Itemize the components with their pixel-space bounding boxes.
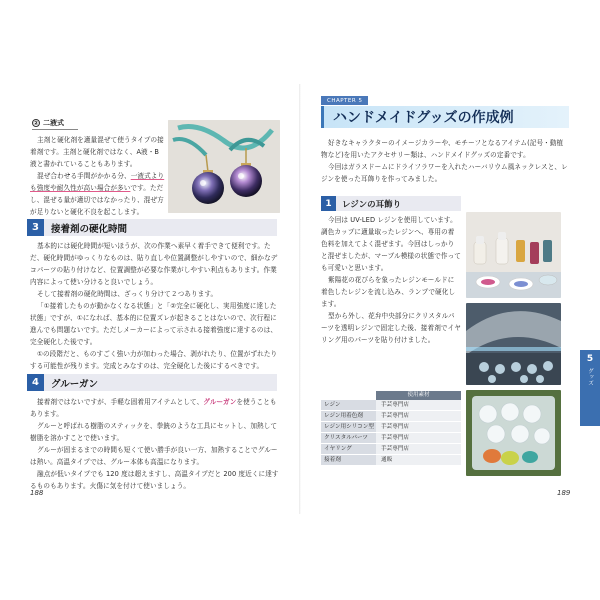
resin-coloring-photo: [466, 212, 561, 298]
page-gutter: [299, 84, 301, 514]
two-part-rest: です。ただし、混ぜる量が適切ではなかったり、混ぜ方が足りないと硬化不良を起こします。: [30, 184, 164, 216]
left-page-number: 188: [30, 489, 44, 497]
two-part-line-4: [30, 170, 165, 182]
section-1-number: 1: [321, 196, 336, 211]
two-part-line-5: [30, 182, 165, 218]
section-3-title: 接着剤の硬化時間: [51, 223, 128, 235]
subhead-label: 二液式: [43, 119, 64, 127]
section-4-title: グルーガン: [51, 378, 99, 390]
section-4-para-3: グルーが固まるまでの時間も短くて使い勝手が良い一方、加熱することでグルーは熱い。高温タイプでは、グルー本体も高温になります。: [30, 446, 278, 466]
material-source: 手芸専門店: [376, 400, 461, 410]
resin-earrings-photo: [466, 390, 561, 476]
highlight-strength-b: も強度や耐久性が高い場合が多い: [30, 184, 131, 192]
section-4-para-2: グルーと呼ばれる樹脂のスティックを、拳銃のような工具にセットし、加熱して樹脂を溶かすことで使います。: [30, 422, 278, 442]
two-part-line-4-text: 混ぜ合わせる手間がかかる分、: [37, 172, 131, 180]
material-name: レジン: [321, 400, 376, 410]
intro-para-2: 今回はガラスドームにドライフラワーを入れたハーバリウム風ネックレスと、レジンを使った耳飾りを作ってみました。: [321, 163, 568, 183]
necklace-photo: [168, 120, 280, 213]
section-3-para-3: 「①接着したものが動かなくなる状態」と「②完全に硬化し、実用強度に達した状態」ですが、①になれば、基本的に位置ズレが起きることはないので、次行程に進んでも問題ないです。ただしメーカーによって示される接着強度に達するのは、完全硬化した後です。: [30, 302, 278, 346]
section-1-para-1: 今回は UV-LED レジンを使用しています。調色カップに適量取ったレジンへ、専用の着色料を加えてよく混ぜます。今回はしっかりと混ぜましたが、マーブル模様の状態で作っても可愛いと思います。: [321, 216, 461, 272]
section-4-para-4: 融点が低いタイプでも 120 度は超えますし、高温タイプだと 200 度近くに達するものもあります。火傷に気を付けて使いましょう。: [30, 470, 279, 490]
section-4-heading: [27, 374, 277, 391]
section-3-para-4: ①の段階だと、ものすごく強い力が加わった場合、剥がれたり、位置がずれたりする可能性が残ります。完成とみなすのは、完全硬化した後にするべきです。: [30, 350, 278, 370]
table-row: [321, 433, 461, 444]
chapter-intro: [321, 137, 569, 185]
right-page-number: 189: [557, 489, 571, 497]
table-row: [321, 411, 461, 422]
chapter-side-tab: [580, 350, 600, 426]
table-row: [321, 444, 461, 455]
uv-lamp-photo: [466, 303, 561, 385]
subhead-two-part: [32, 118, 78, 130]
section-3-heading: [27, 219, 277, 236]
material-name: クリスタルパーツ: [321, 433, 376, 443]
materials-table: [321, 391, 461, 466]
material-source: 手芸専門店: [376, 422, 461, 432]
side-tab-label: グッズ: [587, 368, 593, 386]
section-3-para-1: 基本的には硬化時間が短いほうが、次の作業へ素早く着手できて便利です。ただ、硬化時間がゆっくりなものは、貼り直しや位置調整がしやすいので、細かなデコパーツの貼り付けなど、位置調整が必要な作業がしやすい利点もあります。作業内容によって使い分けると良いでしょう。: [30, 242, 278, 286]
table-row: [321, 455, 461, 466]
material-source: 手芸専門店: [376, 433, 461, 443]
chapter-tag: CHAPTER 5: [321, 96, 368, 105]
highlight-strength-a: 一液式より: [130, 172, 165, 180]
materials-header: 使用素材: [376, 391, 461, 400]
section-1-title: レジンの耳飾り: [342, 199, 402, 210]
glue-gun-accent: グルーガン: [203, 398, 237, 406]
table-row: [321, 400, 461, 411]
section-4-body: [30, 396, 280, 492]
material-name: レジン用着色剤: [321, 411, 376, 421]
subhead-number: ②: [33, 119, 39, 127]
two-part-line-3: 液と書かれていることもあります。: [30, 160, 137, 168]
section-4-number: 4: [27, 374, 44, 391]
material-source: 手芸専門店: [376, 411, 461, 421]
section-4-para-1-pre: 接着剤ではないですが、手軽な固着用アイテムとして、: [37, 398, 204, 406]
section-3-number: 3: [27, 219, 44, 236]
section-1-body: [321, 214, 461, 346]
material-source: 通販: [376, 455, 461, 465]
material-name: 接着剤: [321, 455, 376, 465]
material-source: 手芸専門店: [376, 444, 461, 454]
two-part-section: [30, 118, 165, 218]
section-1-para-3: 型から外し、花弁中央部分にクリスタルパーツを透明レジンで固定した後、接着剤でイヤリング用のパーツを貼り付けました。: [321, 312, 461, 344]
section-1-heading: [321, 196, 461, 211]
section-4-para-1: [30, 396, 280, 420]
two-part-line-2: 着剤です。主剤と硬化剤ではなく、A液・B: [30, 148, 160, 156]
section-1-para-2: 紫陽花の花びらを象ったレジンモールドに着色したレジンを流し込み、ランプで硬化します。: [321, 276, 456, 308]
intro-para-1: 好きなキャラクターのイメージカラーや、モチーフとなるアイテム(記号・動植物など)を用いたアクセサリー類は、ハンドメイドグッズの定番です。: [321, 139, 564, 159]
material-name: イヤリング: [321, 444, 376, 454]
section-4-para-1-post: を使うこともあります。: [30, 398, 277, 418]
section-3-body: [30, 240, 280, 372]
table-row: [321, 422, 461, 433]
section-3-para-2: そして接着剤の硬化時間は、ざっくり分けて２つあります。: [37, 290, 218, 298]
two-part-line-1: 主剤と硬化剤を適量混ぜて使うタイプの接: [37, 136, 164, 144]
side-tab-number: 5: [586, 354, 594, 364]
chapter-title: ハンドメイドグッズの作成例: [321, 106, 569, 128]
material-name: レジン用シリコン型: [321, 422, 376, 432]
